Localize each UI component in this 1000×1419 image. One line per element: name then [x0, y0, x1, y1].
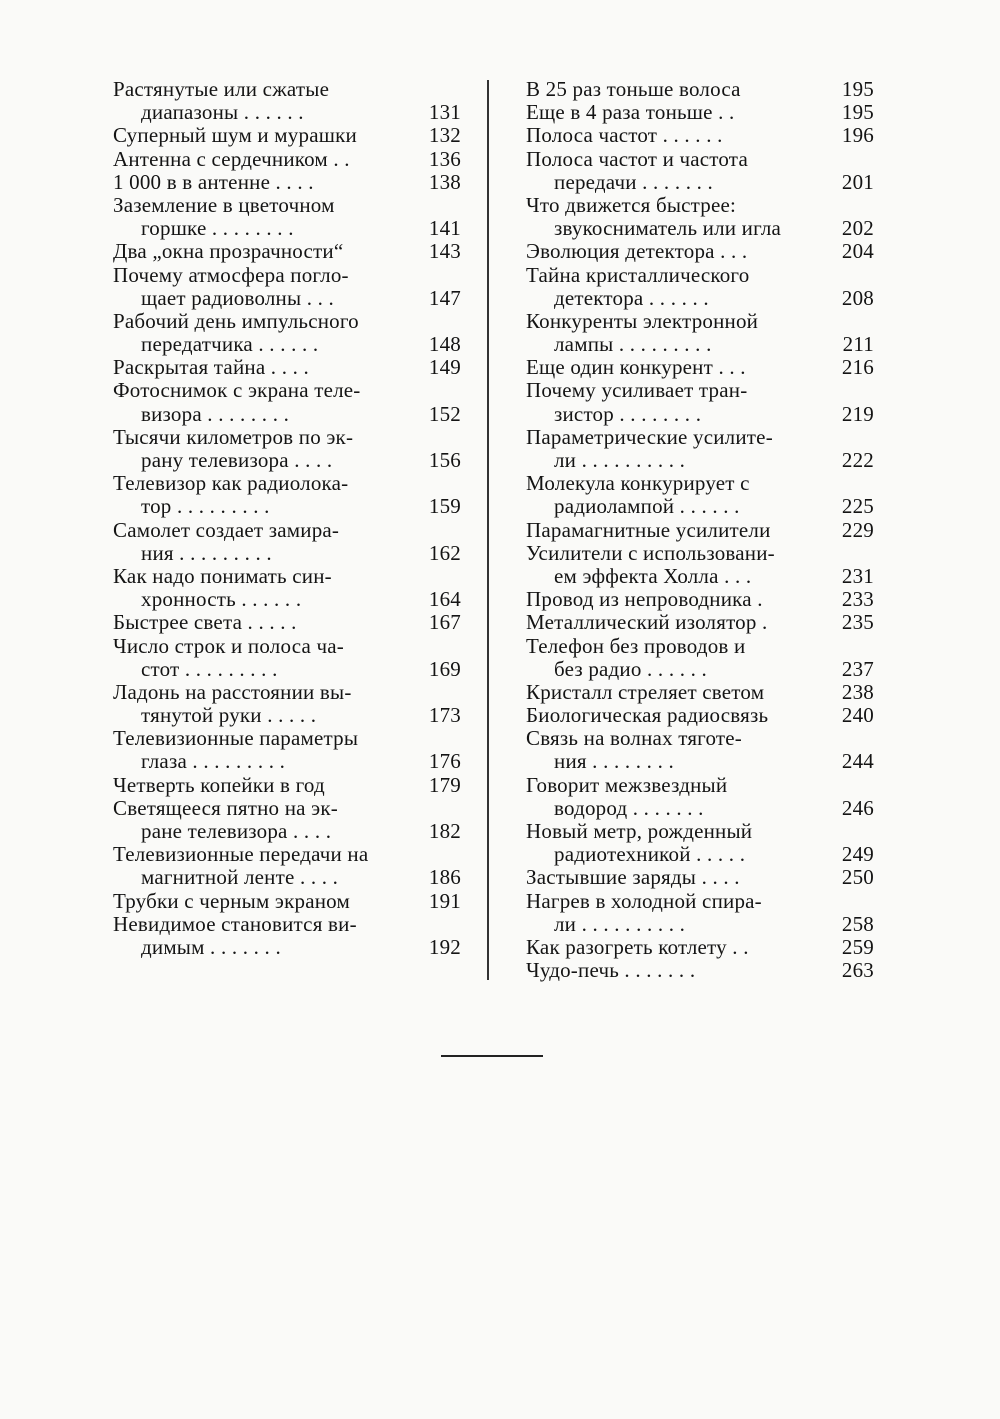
toc-entry-line: [526, 519, 876, 542]
toc-entry-line: [526, 124, 876, 147]
toc-entry-line: [113, 704, 463, 727]
toc-page-number: 250: [841, 865, 874, 890]
toc-entry-title: Фотоснимок с экрана теле-: [113, 378, 361, 403]
toc-entry-line: [113, 217, 463, 240]
toc-entry-line: [526, 565, 876, 588]
toc-entry-title: лампы . . . . . . . . .: [554, 332, 712, 357]
toc-entry: [526, 866, 876, 889]
toc-page-number: 149: [428, 355, 461, 380]
toc-entry: [526, 611, 876, 634]
toc-entry-line: [113, 913, 463, 936]
toc-entry: [526, 681, 876, 704]
toc-entry: [113, 681, 463, 727]
toc-entry-line: [526, 820, 876, 843]
toc-entry-line: [113, 727, 463, 750]
toc-entry-line: [113, 240, 463, 263]
toc-page-number: 186: [428, 865, 461, 890]
toc-entry-line: [526, 217, 876, 240]
toc-entry-line: [113, 843, 463, 866]
toc-entry-title: Четверть копейки в год: [113, 772, 325, 797]
toc-entry-line: [526, 936, 876, 959]
toc-entry-title: Телевизионные передачи на: [113, 842, 369, 867]
toc-entry: [113, 171, 463, 194]
toc-page-number: 173: [428, 703, 461, 728]
toc-entry-title: Число строк и полоса ча-: [113, 633, 344, 658]
toc-entry-title: визора . . . . . . . .: [141, 401, 290, 426]
toc-entry-title: Говорит межзвездный: [526, 772, 728, 797]
toc-entry-line: [113, 797, 463, 820]
toc-left-column: [113, 78, 463, 959]
toc-entry-title: Самолет создает замира-: [113, 517, 340, 542]
toc-entry-title: рану телевизора . . . .: [141, 448, 333, 472]
toc-entry: [113, 124, 463, 147]
toc-entry-line: [526, 171, 876, 194]
toc-entry-title: Телевизор как радиолока-: [113, 471, 349, 496]
toc-entry-title: тор . . . . . . . . .: [141, 494, 270, 519]
toc-page-number: 249: [841, 842, 874, 867]
toc-entry-line: [526, 542, 876, 565]
toc-entry-title: Параметрические усилите-: [526, 424, 773, 449]
toc-entry-line: [113, 403, 463, 426]
toc-entry-line: [526, 843, 876, 866]
toc-entry: [526, 264, 876, 310]
toc-entry: [113, 356, 463, 379]
toc-entry-line: [526, 588, 876, 611]
toc-entry-title: Как надо понимать син-: [113, 563, 332, 588]
toc-entry-line: [526, 240, 876, 263]
toc-page-number: 156: [428, 448, 461, 472]
toc-entry: [526, 588, 876, 611]
toc-entry-line: [113, 287, 463, 310]
toc-entry-title: магнитной ленте . . . .: [141, 865, 339, 890]
toc-entry-line: [526, 379, 876, 402]
toc-entry-line: [113, 194, 463, 217]
toc-entry-line: [526, 287, 876, 310]
toc-entry-line: [113, 78, 463, 101]
toc-entry-line: [526, 611, 876, 634]
toc-entry-line: [113, 101, 463, 124]
toc-entry-line: [113, 820, 463, 843]
toc-entry-title: Провод из непроводника .: [526, 587, 763, 612]
toc-page-number: 152: [428, 401, 461, 426]
toc-entry-line: [526, 264, 876, 287]
toc-entry-line: [113, 171, 463, 194]
toc-page-number: 244: [841, 749, 874, 774]
toc-entry-title: звукосниматель или игла: [554, 216, 782, 241]
column-divider: [487, 80, 489, 980]
toc-entry: [526, 542, 876, 588]
toc-entry-line: [526, 913, 876, 936]
toc-entry-line: [113, 472, 463, 495]
toc-page-number: 246: [841, 795, 874, 820]
toc-entry-line: [526, 426, 876, 449]
toc-page-number: 225: [841, 494, 874, 519]
toc-entry-title: Металлический изолятор .: [526, 610, 768, 635]
toc-entry: [113, 240, 463, 263]
toc-entry-line: [526, 356, 876, 379]
toc-entry-line: [526, 472, 876, 495]
toc-entry: [113, 890, 463, 913]
toc-page-number: 179: [428, 772, 461, 797]
footer-rule: [441, 1055, 543, 1057]
toc-entry-title: без радио . . . . . .: [554, 656, 707, 681]
toc-entry-line: [526, 797, 876, 820]
toc-entry: [113, 774, 463, 797]
toc-entry-title: Заземление в цветочном: [113, 192, 335, 217]
toc-entry-line: [526, 704, 876, 727]
toc-entry-line: [113, 426, 463, 449]
toc-entry: [526, 774, 876, 820]
toc-entry-title: горшке . . . . . . . .: [141, 216, 294, 241]
toc-entry-line: [526, 194, 876, 217]
toc-entry-title: водород . . . . . . .: [554, 795, 704, 820]
toc-entry-title: Светящееся пятно на эк-: [113, 795, 338, 820]
toc-page-number: 143: [428, 239, 461, 264]
toc-entry-line: [526, 78, 876, 101]
toc-entry: [113, 379, 463, 425]
toc-entry-line: [526, 333, 876, 356]
toc-entry-title: Почему усиливает тран-: [526, 378, 748, 403]
toc-page-number: 162: [428, 540, 461, 565]
toc-entry-line: [113, 635, 463, 658]
toc-entry-title: Еще в 4 раза тоньше . .: [526, 100, 735, 125]
toc-entry-title: тянутой руки . . . . .: [141, 703, 317, 728]
toc-entry-line: [526, 750, 876, 773]
toc-page-number: 202: [841, 216, 874, 241]
toc-entry-title: Трубки с черным экраном: [113, 888, 350, 913]
toc-page-number: 211: [842, 332, 874, 357]
toc-entry-title: передачи . . . . . . .: [554, 169, 713, 194]
toc-entry-line: [526, 495, 876, 518]
toc-entry-line: [113, 310, 463, 333]
toc-page-number: 237: [841, 656, 874, 681]
toc-entry: [113, 727, 463, 773]
toc-entry: [526, 426, 876, 472]
toc-entry-title: ния . . . . . . . .: [554, 749, 674, 774]
toc-entry: [526, 635, 876, 681]
toc-entry-title: Рабочий день импульсного: [113, 308, 359, 333]
toc-entry-line: [113, 379, 463, 402]
toc-entry-title: ли . . . . . . . . . .: [554, 448, 686, 472]
toc-entry-line: [113, 519, 463, 542]
toc-entry: [113, 78, 463, 124]
toc-page-number: 176: [428, 749, 461, 774]
toc-entry-line: [526, 635, 876, 658]
toc-entry-title: Телевизионные параметры: [113, 726, 359, 751]
toc-entry-title: Тайна кристаллического: [526, 262, 750, 287]
toc-entry-title: Усилители с использовани-: [526, 540, 775, 565]
toc-entry-title: Что движется быстрее:: [526, 192, 737, 217]
toc-entry: [526, 240, 876, 263]
toc-entry-title: Эволюция детектора . . .: [526, 239, 748, 264]
toc-entry-title: Кристалл стреляет светом: [526, 679, 765, 704]
toc-page-number: 131: [428, 100, 461, 125]
toc-entry-title: Ладонь на расстоянии вы-: [113, 679, 352, 704]
toc-page-number: 229: [841, 517, 874, 542]
toc-entry-title: Застывшие заряды . . . .: [526, 865, 740, 890]
toc-page-number: 192: [428, 934, 461, 959]
toc-entry-line: [113, 750, 463, 773]
toc-page-number: 263: [841, 958, 874, 983]
toc-page-number: 195: [841, 100, 874, 125]
toc-entry: [526, 148, 876, 194]
toc-page-number: 240: [841, 703, 874, 728]
toc-entry-title: зистор . . . . . . . .: [554, 401, 702, 426]
toc-entry: [113, 797, 463, 843]
toc-page-number: 222: [841, 448, 874, 472]
toc-entry-line: [113, 449, 463, 472]
toc-entry-line: [113, 866, 463, 889]
toc-entry: [526, 704, 876, 727]
toc-entry-title: ране телевизора . . . .: [141, 819, 332, 843]
toc-entry-title: радиолампой . . . . . .: [554, 494, 740, 519]
toc-page-number: 259: [841, 934, 874, 959]
toc-entry-line: [113, 356, 463, 379]
toc-entry: [526, 379, 876, 425]
toc-entry: [526, 727, 876, 773]
toc-entry-title: Нагрев в холодной спира-: [526, 888, 762, 913]
toc-entry-line: [113, 264, 463, 287]
toc-entry-title: Как разогреть котлету . .: [526, 934, 749, 959]
toc-page-number: 238: [841, 679, 874, 704]
toc-entry: [113, 426, 463, 472]
toc-entry: [113, 843, 463, 889]
toc-page-number: 136: [428, 146, 461, 171]
toc-entry: [526, 124, 876, 147]
toc-entry-title: Антенна с сердечником . .: [113, 146, 350, 171]
toc-entry-line: [113, 890, 463, 913]
toc-entry-line: [113, 148, 463, 171]
toc-entry-title: Полоса частот и частота: [526, 146, 748, 171]
toc-page-number: 258: [841, 911, 874, 936]
toc-entry-line: [113, 774, 463, 797]
toc-entry-line: [113, 611, 463, 634]
toc-entry-title: хронность . . . . . .: [141, 587, 302, 612]
toc-entry-line: [526, 681, 876, 704]
toc-entry-title: В 25 раз тоньше волоса: [526, 77, 741, 101]
toc-entry-title: Почему атмосфера погло-: [113, 262, 349, 287]
toc-entry-line: [113, 333, 463, 356]
toc-entry-title: Парамагнитные усилители: [526, 517, 771, 542]
toc-page-number: 159: [428, 494, 461, 519]
toc-entry-title: стот . . . . . . . . .: [141, 656, 278, 681]
toc-entry-title: Быстрее света . . . . .: [113, 610, 297, 635]
toc-entry: [113, 472, 463, 518]
toc-entry: [526, 890, 876, 936]
toc-entry-title: Полоса частот . . . . . .: [526, 123, 723, 148]
toc-entry-line: [526, 148, 876, 171]
toc-entry-title: Раскрытая тайна . . . .: [113, 355, 309, 380]
toc-entry-title: Связь на волнах тяготе-: [526, 726, 742, 751]
toc-entry: [113, 194, 463, 240]
toc-entry-title: щает радиоволны . . .: [141, 285, 335, 310]
toc-entry: [113, 611, 463, 634]
toc-page-number: 216: [841, 355, 874, 380]
toc-entry-title: Два „окна прозрачности“: [113, 239, 344, 264]
toc-entry-line: [113, 565, 463, 588]
toc-entry: [113, 635, 463, 681]
toc-entry: [526, 356, 876, 379]
toc-entry-title: диапазоны . . . . . .: [141, 100, 304, 125]
toc-entry: [526, 78, 876, 101]
toc-entry-title: Биологическая радиосвязь: [526, 703, 769, 728]
toc-page-number: 233: [841, 587, 874, 612]
toc-entry-line: [526, 866, 876, 889]
toc-entry-line: [526, 658, 876, 681]
toc-entry: [113, 148, 463, 171]
toc-entry-title: Еще один конкурент . . .: [526, 355, 746, 380]
toc-entry-line: [526, 959, 876, 982]
toc-entry-title: Чудо-печь . . . . . . .: [526, 958, 696, 983]
toc-entry-title: Невидимое становится ви-: [113, 911, 357, 936]
toc-page-number: 208: [841, 285, 874, 310]
toc-entry-title: димым . . . . . . .: [141, 934, 281, 959]
toc-entry-line: [113, 124, 463, 147]
toc-entry-line: [526, 727, 876, 750]
toc-entry-title: ния . . . . . . . . .: [141, 540, 272, 565]
toc-page-number: 235: [841, 610, 874, 635]
toc-entry-title: Новый метр, рожденный: [526, 819, 753, 843]
toc-entry-line: [113, 658, 463, 681]
toc-entry: [526, 936, 876, 959]
toc-entry: [526, 472, 876, 518]
toc-entry-title: Телефон без проводов и: [526, 633, 746, 658]
toc-entry-title: Конкуренты электронной: [526, 308, 759, 333]
toc-entry: [113, 310, 463, 356]
toc-page-number: 141: [428, 216, 461, 241]
toc-page-number: 147: [428, 285, 461, 310]
toc-page-number: 204: [841, 239, 874, 264]
toc-entry: [113, 264, 463, 310]
toc-entry-line: [526, 403, 876, 426]
toc-page-number: 231: [841, 563, 874, 588]
toc-page-number: 201: [841, 169, 874, 194]
toc-page-number: 196: [841, 123, 874, 148]
toc-entry-line: [113, 542, 463, 565]
toc-page-number: 219: [841, 401, 874, 426]
toc-entry-title: ли . . . . . . . . . .: [554, 911, 686, 936]
toc-entry: [526, 101, 876, 124]
toc-entry-line: [526, 449, 876, 472]
toc-entry: [526, 194, 876, 240]
toc-page-number: 169: [428, 656, 461, 681]
toc-entry-title: Тысячи километров по эк-: [113, 424, 354, 449]
toc-entry: [526, 310, 876, 356]
toc-entry-line: [113, 495, 463, 518]
toc-entry: [113, 565, 463, 611]
toc-entry-title: радиотехникой . . . . .: [554, 842, 746, 867]
toc-entry-line: [113, 681, 463, 704]
toc-entry-line: [526, 310, 876, 333]
toc-entry-title: Суперный шум и мурашки: [113, 123, 357, 148]
toc-page-number: 167: [428, 610, 461, 635]
toc-page-number: 138: [428, 169, 461, 194]
toc-entry-title: глаза . . . . . . . . .: [141, 749, 286, 774]
toc-page-number: 132: [428, 123, 461, 148]
toc-page-number: 191: [428, 888, 461, 913]
toc-entry-title: ем эффекта Холла . . .: [554, 563, 752, 588]
toc-page-number: 182: [428, 819, 461, 843]
toc-entry-title: передатчика . . . . . .: [141, 332, 319, 357]
toc-entry-line: [113, 936, 463, 959]
toc-entry: [526, 820, 876, 866]
toc-entry-title: Молекула конкурирует с: [526, 471, 750, 496]
toc-right-column: [526, 78, 876, 982]
toc-entry: [113, 519, 463, 565]
toc-entry-title: детектора . . . . . .: [554, 285, 709, 310]
toc-entry: [113, 913, 463, 959]
toc-entry: [526, 959, 876, 982]
toc-entry-line: [526, 774, 876, 797]
toc-page-number: 195: [841, 77, 874, 101]
toc-page-number: 148: [428, 332, 461, 357]
toc-entry: [526, 519, 876, 542]
toc-entry-line: [526, 101, 876, 124]
toc-entry-title: 1 000 в в антенне . . . .: [113, 169, 314, 194]
toc-entry-line: [113, 588, 463, 611]
toc-entry-line: [526, 890, 876, 913]
toc-entry-title: Растянутые или сжатые: [113, 77, 330, 101]
toc-page-number: 164: [428, 587, 461, 612]
